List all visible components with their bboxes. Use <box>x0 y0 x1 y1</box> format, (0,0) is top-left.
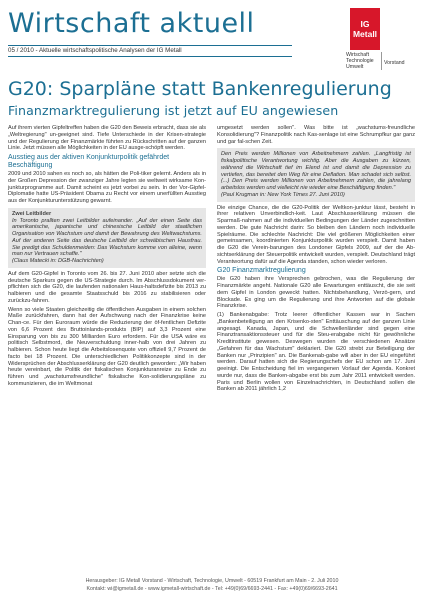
paragraph: Die G20 haben ihre Versprechen gebrochen, was die Regulierung der Finanzmärkte angeht. Nationale G20 alle Erwartungen enttäuscht, die sie seit dem Gipfel in London geweckt hatten. Nichtsbehandlung, Verzö-gern, und Blockade. Es ging um die Regulierung und ihre Antworten auf die globale Finanzkrise. <box>217 276 415 310</box>
quote-text: Den Preis werden Millionen von Arbeitnehmern zahlen. „Langfristig ist fiskalpolitische Verantwortung wichtig. Aber die Ausgaben zu kürzen, während die Wirtschaft tief im Elend ist und damit die Depression zu vertiefen, das bereitet den Weg für eine Deflation. Man schadet sich selbst. (...) Den Preis werden Millionen von Arbeitnehmern zahlen, die jahrelang arbeitslos werden und vielleicht nie wieder eine Beschäftigung finden." <box>221 151 411 191</box>
paragraph: (1) Bankenabgabe: Trotz leerer öffentlicher Kassen war in Sachen „Bankenbeteiligung an den Krisenko-sten" Enttäuschung auf der ganzen Linie angesagt. Kanada, Japan, und die Schwellenländer sind gegen eine Finanztransaktionssteuer und für die Steu-erabgabe nicht für gewöhnliche Kreditinstitute gewesen. Deswegen wurden die verschiedenen Ansätze „Gefahren für das Wachstum" deklariert. Die G20 strebt zur Beteiligung der Banken nur „Prinzipien" an. Die Bankenab-gabe will aber in der EU eingeführt werden. Darauf hatten sich die Regierungschefs der EU schon am 17. Juni geeinigt. Die Entscheidung fiel im vergangenen Vorlauf der Agenda. Konkret wurde nur, dass die Banken-abgabe erst bis zum Jahr 2011 entwickelt werden. Paris und Berlin wollen von Einzelnachrichten, in Deutschland sollen die Banken ab 2011 jährlich 1,2 <box>217 312 415 393</box>
info-box-text: In Toronto prallten zwei Leitbilder aufeinander. „Auf der einen Seite das amerikanische, japanische und chinesische Leitbild der staatlichen Organisation von Wachstum und damit der Bewahrung des Weltwachstums. Auf der anderen Seite das deutsche Leitbild der schwäbischen Hausfrau. Sie predigt das Schuldenmeiden: Das Wachstum komme von alleine, wenn man nur Vertrauen schaffe." <box>12 217 202 258</box>
publication-subtitle: 05 / 2010 - Aktuelle wirtschaftspolitische Analysen der IG Metall <box>8 47 182 54</box>
logo-caption-line3: Umwelt <box>346 64 364 70</box>
masthead-rule <box>8 45 292 46</box>
paragraph: umgesetzt werden sollen". Was bitte ist „wachstums-freundliche Konsolidierung"? Finanzpolitik nach Kas-senlage ist eine Schrumpfkur gar ganz und gar fal-schen Zeit. <box>217 125 415 145</box>
paragraph: Wenn so viele Staaten gleichzeitig die öffentlichen Ausgaben in einem solchen Maße zurückfahren, dann hat der Aufschwung nach der Finanzkrise keine Chan-ce. Für den Euroraum würde die Reduzierung der öf-fentlichen Defizite von 6,6 Prozent des Bruttoinlands-produkts (BIP) auf 3,3 Prozent eine Einsparung von bis zu 300 Milliarden Euro erfordern. Für die USA wäre es politisch Selbstmord, die Neuverschuldung inner-halb von drei Jahren zu halbieren. Schon heute liegt die Arbeitslosenquote von offiziell 9,7 Prozent de facto bei 18 Prozent. Die unterschiedlichen Politikkonzepte sind in der Widersprüchen der Abschlusserklärung der G20 deutlich geworden: „Wir haben heute vereinbart, die Politik der fiskalischen Konjunkturanreize zu Ende zu führen und „wachstumsfreundliche" fiskalische Kon-solidierungspläne zu kommunizieren, die im Weltmonat <box>8 306 206 387</box>
article-headline: G20: Sparpläne statt Bankenregulierung <box>8 78 392 100</box>
publication-title: Wirtschaft aktuell <box>8 8 255 39</box>
info-box-title: Zwei Leitbilder <box>12 210 52 217</box>
quote-box <box>217 148 415 201</box>
ig-metall-logo <box>350 8 380 50</box>
logo-caption-right: Vorstand <box>384 60 405 66</box>
footer-contact: Kontakt: wi@igmetall.de - www.igmetall-wirtschaft.de - Tel: +49(0)69/6693-2441 - Fax: +49(0)69/6693-2641 <box>86 586 338 592</box>
info-box-source: (Claus Matecki in: DGB-Nachrichten) <box>12 258 104 264</box>
right-column <box>217 125 415 395</box>
masthead-rule-lower <box>8 56 292 57</box>
logo-text-line1: IG <box>360 19 370 29</box>
paragraph: Die einzige Chance, die die G20-Politik der Weltkon-junktur lässt, besteht in ihrer relativen Unverbindlich-keit. Laut Abschlusserklärung müssen die Sparmaß-nahmen auf die individuellen Bedingungen der Länder zugeschnitten werden. Die gute Nachricht darin: So bleiben den Ländern noch individuelle Spielräume. Die schlechte Nachricht: Die viel größeren Möglichkeiten einer gemeinsamen, koordinierten Konjunkturpolitik wurden verspielt. Damit haben die G20 die Verein-barungen des Londoner Gipfels 2009, auf der die Ab-sichtserklärung der Steuerpolitik entwickelt wurden, verspielt. Deutschland trägt Verantwortung dafür auf die Agenda standen, schon wieder verloren. <box>217 204 415 265</box>
left-column <box>8 125 206 390</box>
logo-caption-line1: Wirtschaft <box>346 52 370 58</box>
paragraph: Auf ihrem vierten Gipfeltreffen haben die G20 den Beweis erbracht, dass sie als „Weltregierung" un-geeignet sind. Tiefe Unterschiede in der Krisen-strategie und der Regulierung der Finanzmärkte führten zu Rückschritten auf der ganzen Linie. Jetzt müssen alle Möglichkeiten in der EU ausge-schöpft werden. <box>8 125 206 152</box>
logo-caption-line2: Technologie <box>346 58 374 64</box>
info-box <box>8 208 206 268</box>
logo-divider <box>381 52 382 70</box>
section-heading: G20 Finanzmarktregulierung <box>217 267 306 275</box>
paragraph: Auf dem G20-Gipfel in Toronto vom 26. bis 27. Juni 2010 aber setzte sich die deutsche Sparkurs gegen die US-Strategie durch. Im Abschlussdokument ver-pflichten sich die G20, die laufenden nationalen Haus-haltsdefizite bis 2013 zu halbieren und die gesamte Staatsschuld bis 2016 zu stabilisieren oder zurückzu-fahren. <box>8 270 206 304</box>
footer-publisher: Herausgeber: IG Metall Vorstand - Wirtschaft, Technologie, Umwelt - 60519 Frankfurt am Main - 2. Juli 2010 <box>85 578 339 584</box>
logo-caption <box>346 52 374 70</box>
quote-source: (Paul Krugman in: New York Times 27. Juni 2010) <box>221 191 345 198</box>
article-subheadline: Finanzmarktregulierung ist jetzt auf EU angewiesen <box>8 103 339 118</box>
paragraph: 2009 und 2010 sahen es noch so, als hätten die Poli-tiker gelernt. Anders als in der Großen Depression der zwanziger Jahre legten sie weltweit wirksame Kon-junkturprogramme auf. Damit scheint es jetzt vorbei zu sein. In der Vor-Gipfel-Diplomatie hatte US-Präsident Obama zu Recht vor einem unerfüllten Ausstieg aus der Konjunkturunterstützung gewarnt. <box>8 171 206 204</box>
section-heading: Ausstieg aus der aktiven Konjunkturpolitik gefährdet Beschäftigung <box>8 154 170 169</box>
logo-text-line2: Metall <box>352 29 378 39</box>
